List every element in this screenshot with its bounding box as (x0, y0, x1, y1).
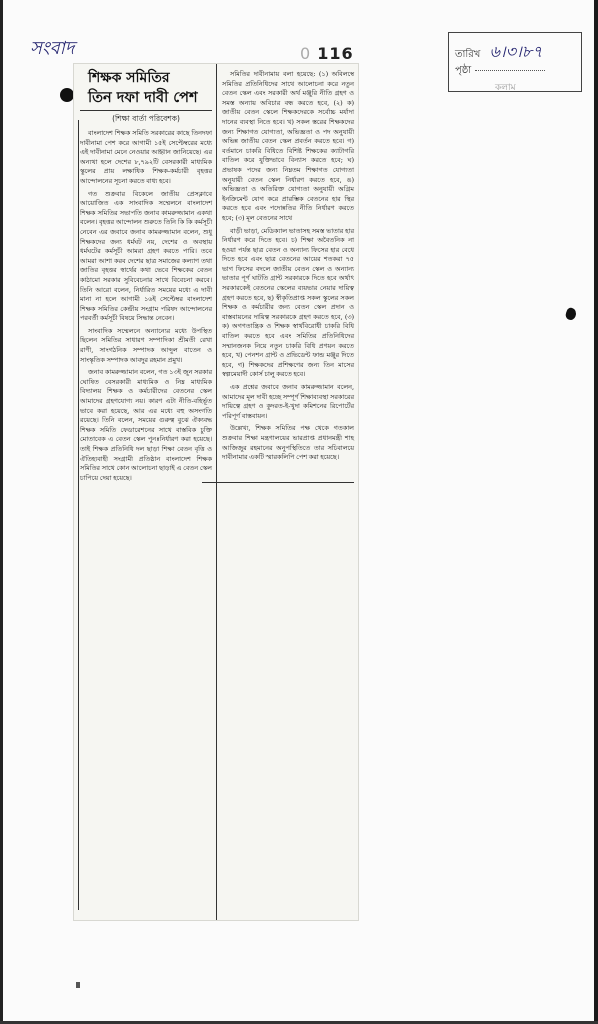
stamp-page-label: পৃষ্ঠা (455, 65, 472, 76)
page-number-faint: 0 (300, 44, 312, 63)
page-number-value: 116 (317, 44, 354, 63)
paragraph: জনাব কামরুজ্জামান বলেন, গত ১৩ই জুন সরকার ঘোষিত বেসরকারী মাধ্যমিক ও নিম্ন মাধ্যমিক বিদ্যালয় শিক্ষক ও কর্মচারীদের বেতনের স্কেল আমাদের গ্রহণযোগ্য নয়। কারণ এটা নীতি-বহির্ভূত ভাবে করা হয়েছে, আর এর মধ্যে বহু অসংগতি রয়েছে। তিনি বলেন, সময়ের গুরুত্ব বুঝে ঐক্যবদ্ধ শিক্ষক সমিতি ফেডারেশনের সাথে বাস্তবিক চুক্তি মোতাবেক এ বেতন স্কেল পুনঃনির্ধারণ করা হয়েছে। তাই শিক্ষক প্রতিনিধি দল ছাড়া শিক্ষা বেতন বৃত্তি ও ঐতিহ্যবাহী সংগ্রামী প্রতিষ্ঠান বাংলাদেশ শিক্ষক সমিতির সাথে কোন আলোচনা ছাড়াই এ বেতন স্কেল চাপিয়ে দেয়া হয়েছে। (80, 368, 212, 482)
column-left (80, 64, 212, 920)
paragraph: সমিতির দাবীনামায় বলা হয়েছে: (১) অবিলম্বে সমিতির প্রতিনিধিদের সাথে আলোচনা করে নতুন বেতন স্কেল এবং সরকারী অর্থ মঞ্জুরি নীতি গ্রহণ ও সমস্ত অন্যায় অবিচার বন্ধ করতে হবে, (২) ক) জাতীয় বেতন স্কেলে শিক্ষকদেরকে সর্বোচ্চ মর্যাদা দানের ব্যবস্থা নিতে হবে। খ) সকল স্তরের শিক্ষকদের জন্য শিক্ষাগত যোগ্যতা, অভিজ্ঞতা ও পদ অনুযায়ী অভিন্ন জাতীয় বেতন স্কেল প্রবর্তন করতে হবে। গ) বর্তমানে চাকরি বিধিতে বিশিষ্ট শিক্ষকের ক্যাটাগরি বাতিল করে যুক্তিভাবে বিন্যাস করতে হবে; ঘ) প্রভাষক পদের জন্য নিম্নতম শিক্ষাগত যোগ্যতা অনুযায়ী বেতন স্কেল নির্ধারণ করতে হবে, ঙ) অভিজ্ঞতা ও অতিরিক্ত যোগ্যতা অনুযায়ী অগ্রিম ইনক্রিমেন্ট যোগ করে প্রারম্ভিক বেতনের হার স্থির করতে হবে এবং পদোন্নতির নীতি নির্ধারণ করতে হবে; (৩) মূল বেতনের সাথে (222, 70, 354, 222)
column-rule-center (216, 64, 217, 920)
newspaper-clipping (74, 64, 358, 920)
headline-line-2: তিন দফা দাবী পেশ (88, 89, 198, 106)
scan-edge-left (0, 0, 3, 1024)
stamp-date-row (455, 39, 543, 66)
stamp-date-value: ৬।৩।৮৭ (489, 42, 543, 61)
page-number (300, 44, 354, 63)
archive-stamp (448, 32, 582, 92)
paragraph: উল্লেখ্য, শিক্ষক সমিতির পক্ষ থেকে গতকাল শুক্রবার শিক্ষা মন্ত্রণালয়ের ভারপ্রাপ্ত প্রধানমন্ত্রী শাহ আজিজুর রহমানের অনুপস্থিতিতে তার সচিবালয়ে দাবীনামার একটি স্মারকলিপি পেশ করা হয়েছে। (222, 424, 354, 462)
column-rule-left (78, 120, 79, 910)
article-headline (88, 70, 212, 106)
stamp-page-row (455, 63, 581, 95)
headline-line-1: শিক্ষক সমিতির (88, 70, 170, 86)
scan-edge-right (594, 0, 598, 1024)
stamp-date-label: তারিখ (455, 49, 481, 60)
paragraph: বাংলাদেশ শিক্ষক সমিতি সরকারের কাছে তিনদফা দাবীনামা পেশ করে আগামী ১৫ই সেপ্টেম্বরের মধ্যে এই দাবীনামা মেনে নেওয়ার আহ্বান জানিয়েছে। এর অন্যথা হলে দেশের ৮,৭৯২টি বেসরকারী মাধ্যমিক স্কুলের প্রায় লক্ষাধিক শিক্ষক-কর্মচারী বৃহত্তর আন্দোলনের সূচনা করতে বাধ্য হবে। (80, 129, 212, 185)
headline-rule (80, 110, 212, 111)
article-byline: (শিক্ষা বার্তা পরিবেশক) (112, 114, 180, 123)
paragraph: এক প্রশ্নের জবাবে জনাব কামরুজ্জামান বলেন, আমাদের মূল দাবী হচ্ছে সম্পূর্ণ শিক্ষাব্যবস্থা সরকারের দায়িত্বে গ্রহণ ও কুদরত-ই-খুদা কমিশনের রিপোর্টের পরিপূর্ণ বাস্তবায়ন। (222, 383, 354, 420)
column-right (222, 64, 354, 920)
stamp-column-label: কলাম (495, 83, 516, 93)
article-body-left (80, 129, 212, 483)
paragraph: সাংবাদিক সম্মেলনে অন্যান্যের মধ্যে উপস্থিত ছিলেন সমিতির সাধারণ সম্পাদিকা শ্রীমতী রেখা রাণী, সাংগঠনিক সম্পাদক আব্দুল বাতেন ও সাংস্কৃতিক সম্পাদক আবদুর রহমান প্রমুখ। (80, 326, 212, 364)
paragraph: বাড়ী ভাড়া, মেডিক্যাল ভাতাসহ সমস্ত ভাতার হার নির্ধারণ করে দিতে হবে। চ) শিক্ষা অবৈতনিক না হওয়া পর্যন্ত ছাত্র বেতন ও অন্যান্য ফিসের হার বেধে দিতে হবে এবং ছাত্র বেতনের আয়ের শতকরা ৭৫ ভাগ ফিসের বদলে জাতীয় বেতন স্কেল ও অন্যান্য ভাতার পূর্ণ ঘাটতি গ্রান্ট সরকারকে দিতে হবে অর্থাৎ সরকারকেই বেতনের স্কেলের ব্যয়ভার নেয়ার দায়িত্ব গ্রহণ করতে হবে, ছ) স্বীকৃতিপ্রাপ্ত সকল স্কুলের সকল শিক্ষক ও কর্মচারীর জন্য বেতন স্কেল প্রদান ও বাস্তবায়নের দায়িত্ব সরকারকে গ্রহণ করতে হবে, (৩) ক) অগণতান্ত্রিক ও শিক্ষক স্বার্থবিরোধী চাকরি বিধি বাতিল করতে হবে এবং সমিতির প্রতিনিধিদের সম্মানজনক নিয়ে নতুন চাকরি বিধি প্রণয়ন করতে হবে, খ) পেনশন গ্রান্ট ও প্রভিডেন্ট ফান্ড মঞ্জুর দিতে হবে, গ) শিক্ষকদের প্রশিক্ষণের জন্য তিন মাসের স্বল্পমেয়াদী কোর্স চালু করতে হবে। (222, 226, 354, 379)
article-body-right (222, 70, 354, 463)
handwritten-source: সংবাদ (30, 38, 75, 59)
ink-dot (60, 88, 74, 102)
scan-mark (76, 982, 80, 988)
paragraph: গত শুক্রবার বিকেলে জাতীয় প্রেসক্লাবে আয়োজিত এক সাংবাদিক সম্মেলনে বাংলাদেশ শিক্ষক সমিতির সভাপতি জনাব কামরুজ্জামান একথা বলেন। বৃহত্তর আন্দোলন শুরুতে তিনি কি কি কর্মসূচী নেবেন এর জবাবে জনাব কামরুজ্জামান বলেন, শুধু শিক্ষকদের জন্য ধর্মঘট নয়, দেশের ও অবস্থায় ধর্মঘটের কর্মসূচী আমরা গ্রহণ করতে পারি। তবে আমরা আশা করব দেশের ছাত্র সমাজের কল্যাণ তথা জাতির বৃহত্তর স্বার্থের কথা ভেবে শিক্ষকের বেতন কাঠামো সরকার সুবিবেচনার সাথে বিবেচনা করবে। তিনি আরো বলেন, নির্ধারিত সময়ের মধ্যে এ দাবী মানা না হলে আগামী ১৬ই সেপ্টেম্বর বাংলাদেশ শিক্ষক সমিতির কেন্দ্রীয় সংগ্রাম পরিষদ আন্দোলনের পরবর্তী কর্মসূচী বিষয়ে সিদ্ধান্ত নেবেন। (80, 189, 212, 323)
stamp-page-line (475, 70, 545, 71)
